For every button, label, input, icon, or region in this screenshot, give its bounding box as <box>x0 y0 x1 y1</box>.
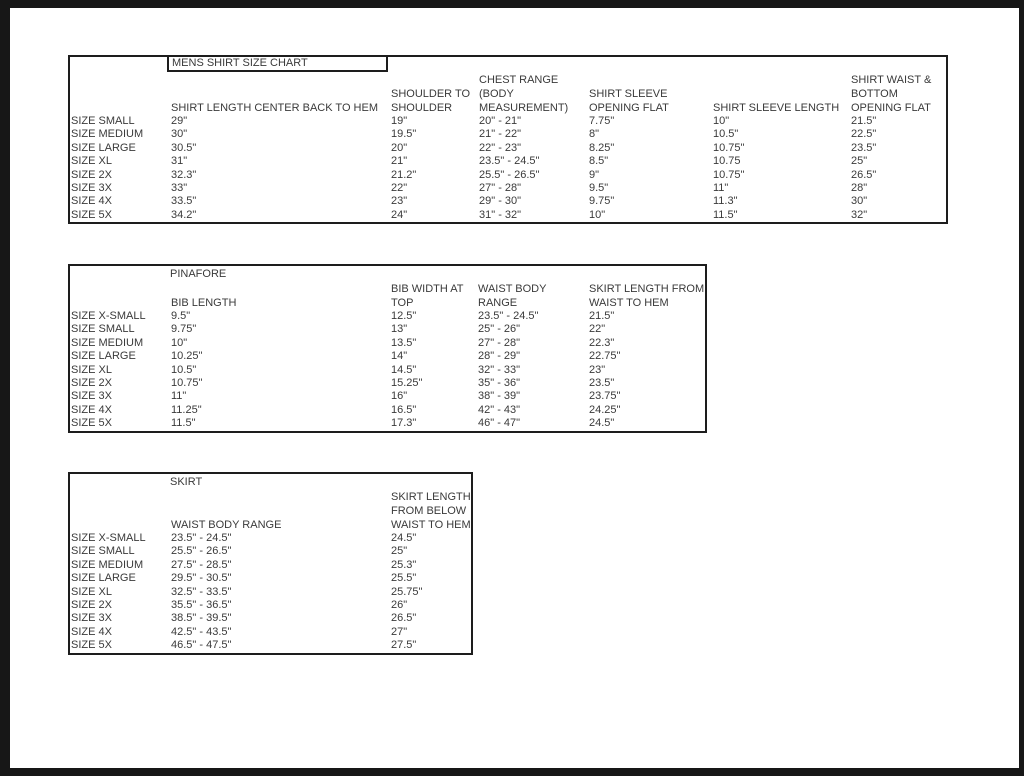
column-header-line: SHOULDER TO <box>391 88 471 100</box>
table-cell: 23.5" <box>851 141 877 154</box>
table-cell: 11.25" <box>171 403 202 416</box>
row-label: SIZE 2X <box>71 599 112 612</box>
table-cell: 21" - 22" <box>479 128 522 141</box>
table-cell: 25" - 26" <box>478 323 521 336</box>
table-cell: 46.5" - 47.5" <box>171 639 232 652</box>
table-cell: 32" - 33" <box>478 363 521 376</box>
column-header-line: MEASUREMENT) <box>479 102 569 114</box>
table-cell: 27" - 28" <box>479 182 522 195</box>
table-cell: 15.25" <box>391 377 423 390</box>
row-label: SIZE 3X <box>71 612 112 625</box>
pinafore-size-table <box>68 264 707 433</box>
table-cell: 10" <box>589 208 606 221</box>
row-label: SIZE X-SMALL <box>71 532 146 544</box>
row-label: SIZE 4X <box>71 625 112 638</box>
table-cell: 22" - 23" <box>479 141 522 154</box>
column-header <box>712 73 850 115</box>
row-label: SIZE SMALL <box>71 323 135 336</box>
table-cell: 22.5" <box>851 128 877 141</box>
row-label: SIZE 2X <box>71 168 112 181</box>
column-header-line: SHIRT WAIST & <box>851 74 932 86</box>
table-cell: 23.5" - 24.5" <box>479 155 540 168</box>
table-cell: 23.5" - 24.5" <box>478 310 539 322</box>
table-cell: 16.5" <box>391 403 417 416</box>
table-cell: 23.75" <box>589 390 621 403</box>
table-cell: 10.75" <box>713 168 745 181</box>
table-cell: 31" <box>171 155 188 168</box>
table-cell: 22.75" <box>589 350 621 363</box>
table-cell: 27" <box>391 625 408 638</box>
table-cell: 23" <box>391 195 408 208</box>
column-header <box>70 282 170 310</box>
table-cell: 7.75" <box>589 115 615 127</box>
row-label: SIZE 3X <box>71 390 112 403</box>
column-header-line: BOTTOM <box>851 88 898 100</box>
pinafore-title: PINAFORE <box>170 268 227 280</box>
table-cell: 22" <box>589 323 606 336</box>
row-label: SIZE 5X <box>71 208 112 221</box>
table-cell: 20" - 21" <box>479 115 522 127</box>
table-cell: 10" <box>713 115 730 127</box>
table-cell: 46" - 47" <box>478 417 521 430</box>
column-header <box>588 282 705 310</box>
table-cell: 25.5" - 26.5" <box>479 168 540 181</box>
row-label: SIZE XL <box>71 585 112 598</box>
table-cell: 10.5" <box>171 363 197 376</box>
table-cell: 25.75" <box>391 585 423 598</box>
row-label: SIZE LARGE <box>71 572 136 585</box>
row-label: SIZE 4X <box>71 403 112 416</box>
table-title-row <box>70 57 946 73</box>
table-cell: 30" <box>171 128 188 141</box>
table-cell: 30.5" <box>171 141 197 154</box>
table-cell: 22" <box>391 182 408 195</box>
mens-shirt-size-grid <box>70 73 946 222</box>
column-header-line: TOP <box>391 297 414 309</box>
table-cell: 32.5" - 33.5" <box>171 585 232 598</box>
row-label: SIZE 3X <box>71 182 112 195</box>
row-label: SIZE LARGE <box>71 141 136 154</box>
table-cell: 10.75" <box>171 377 203 390</box>
column-header <box>70 490 170 532</box>
column-header-line: RANGE <box>478 297 518 309</box>
column-header <box>850 73 946 115</box>
table-cell: 35.5" - 36.5" <box>171 599 232 612</box>
table-cell: 9.75" <box>171 323 197 336</box>
row-label: SIZE 5X <box>71 639 112 652</box>
table-cell: 27" - 28" <box>478 336 521 349</box>
row-label: SIZE LARGE <box>71 350 136 363</box>
table-cell: 35" - 36" <box>478 377 521 390</box>
row-label: SIZE SMALL <box>71 545 135 558</box>
mens-shirt-size-chart-title: MENS SHIRT SIZE CHART <box>167 55 388 72</box>
column-header <box>478 73 588 115</box>
column-header-line: SHIRT SLEEVE <box>589 88 668 100</box>
table-cell: 11.5" <box>171 417 196 430</box>
table-cell: 32.3" <box>171 168 197 181</box>
column-header-line: OPENING FLAT <box>851 102 931 114</box>
row-label: SIZE 5X <box>71 417 112 430</box>
row-label: SIZE MEDIUM <box>71 128 144 141</box>
row-label: SIZE 4X <box>71 195 112 208</box>
column-header <box>390 490 471 532</box>
table-cell: 38.5" - 39.5" <box>171 612 232 625</box>
table-cell: 27.5" - 28.5" <box>171 558 232 571</box>
table-cell: 24" <box>391 208 408 221</box>
table-cell: 9.5" <box>589 182 609 195</box>
table-cell: 24.25" <box>589 403 621 416</box>
table-cell: 24.5" <box>391 532 417 544</box>
table-cell: 25" <box>391 545 408 558</box>
table-cell: 14" <box>391 350 408 363</box>
table-cell: 10.25" <box>171 350 203 363</box>
table-cell: 14.5" <box>391 363 417 376</box>
pinafore-size-grid <box>70 282 705 431</box>
column-header-line: WAIST TO HEM <box>589 297 669 309</box>
table-cell: 25.3" <box>391 558 417 571</box>
table-cell: 25.5" - 26.5" <box>171 545 232 558</box>
table-cell: 21" <box>391 155 408 168</box>
table-cell: 9" <box>589 168 600 181</box>
table-cell: 13.5" <box>391 336 417 349</box>
table-cell: 10.5" <box>713 128 739 141</box>
table-cell: 25.5" <box>391 572 417 585</box>
table-title-row <box>70 474 471 490</box>
skirt-size-grid <box>70 490 471 653</box>
table-cell: 26.5" <box>851 168 877 181</box>
table-cell: 16" <box>391 390 408 403</box>
column-header-line: SHIRT SLEEVE LENGTH <box>713 102 840 114</box>
table-cell: 10.75 <box>713 155 741 168</box>
table-cell: 23.5" - 24.5" <box>171 532 232 544</box>
column-header-line: SKIRT LENGTH <box>391 491 471 503</box>
column-header-line: SHIRT LENGTH CENTER BACK TO HEM <box>171 102 379 114</box>
mens-shirt-size-chart-table <box>68 55 948 224</box>
row-label: SIZE SMALL <box>71 115 135 127</box>
column-header <box>477 282 588 310</box>
table-cell: 8.5" <box>589 155 609 168</box>
table-cell: 24.5" <box>589 417 615 430</box>
table-cell: 8" <box>589 128 600 141</box>
row-label: SIZE X-SMALL <box>71 310 146 322</box>
column-header <box>390 282 477 310</box>
table-cell: 17.3" <box>391 417 417 430</box>
row-label: SIZE XL <box>71 155 112 168</box>
document-page <box>10 8 1019 768</box>
table-cell: 11.3" <box>713 195 738 208</box>
column-header-line: (BODY <box>479 88 514 100</box>
row-label: SIZE MEDIUM <box>71 336 144 349</box>
table-title-row <box>70 266 705 282</box>
table-cell: 38" - 39" <box>478 390 521 403</box>
column-header <box>170 490 390 532</box>
table-cell: 10.75" <box>713 141 745 154</box>
table-cell: 26.5" <box>391 612 417 625</box>
table-cell: 8.25" <box>589 141 615 154</box>
column-header <box>588 73 712 115</box>
table-cell: 12.5" <box>391 310 417 322</box>
table-cell: 27.5" <box>391 639 417 652</box>
table-cell: 11" <box>171 390 187 403</box>
column-header-line: OPENING FLAT <box>589 102 669 114</box>
row-label: SIZE XL <box>71 363 112 376</box>
table-cell: 11.5" <box>713 208 738 221</box>
table-cell: 25" <box>851 155 868 168</box>
column-header <box>70 73 170 115</box>
column-header-line: SKIRT LENGTH FROM <box>589 283 705 295</box>
column-header-line: FROM BELOW <box>391 505 467 517</box>
table-cell: 21.2" <box>391 168 417 181</box>
table-cell: 23" <box>589 363 606 376</box>
column-header-line: WAIST BODY RANGE <box>171 519 282 531</box>
table-cell: 33.5" <box>171 195 197 208</box>
row-label: SIZE MEDIUM <box>71 558 144 571</box>
skirt-title: SKIRT <box>170 476 203 488</box>
column-header-line: BIB LENGTH <box>171 297 237 309</box>
column-header-line: CHEST RANGE <box>479 74 559 86</box>
row-label: SIZE 2X <box>71 377 112 390</box>
column-header <box>170 73 390 115</box>
table-cell: 29.5" - 30.5" <box>171 572 232 585</box>
table-cell: 9.75" <box>589 195 615 208</box>
column-header <box>390 73 478 115</box>
table-cell: 26" <box>391 599 408 612</box>
table-cell: 23.5" <box>589 377 615 390</box>
table-cell: 29" - 30" <box>479 195 522 208</box>
table-cell: 9.5" <box>171 310 191 322</box>
table-cell: 42.5" - 43.5" <box>171 625 232 638</box>
table-cell: 28" <box>851 182 868 195</box>
column-header <box>170 282 390 310</box>
table-cell: 30" <box>851 195 868 208</box>
table-cell: 28" - 29" <box>478 350 521 363</box>
table-cell: 13" <box>391 323 408 336</box>
table-cell: 33" <box>171 182 188 195</box>
table-cell: 11" <box>713 182 729 195</box>
column-header-line: BIB WIDTH AT <box>391 283 464 295</box>
table-cell: 20" <box>391 141 408 154</box>
column-header-line: WAIST BODY <box>478 283 547 295</box>
table-cell: 19" <box>391 115 408 127</box>
table-cell: 31" - 32" <box>479 208 522 221</box>
table-cell: 34.2" <box>171 208 197 221</box>
table-cell: 29" <box>171 115 188 127</box>
table-cell: 10" <box>171 336 188 349</box>
column-header-line: WAIST TO HEM <box>391 519 471 531</box>
table-cell: 32" <box>851 208 868 221</box>
table-cell: 22.3" <box>589 336 615 349</box>
table-cell: 19.5" <box>391 128 417 141</box>
table-cell: 42" - 43" <box>478 403 521 416</box>
skirt-size-table <box>68 472 473 655</box>
column-header-line: SHOULDER <box>391 102 453 114</box>
table-cell: 21.5" <box>589 310 615 322</box>
table-cell: 21.5" <box>851 115 877 127</box>
